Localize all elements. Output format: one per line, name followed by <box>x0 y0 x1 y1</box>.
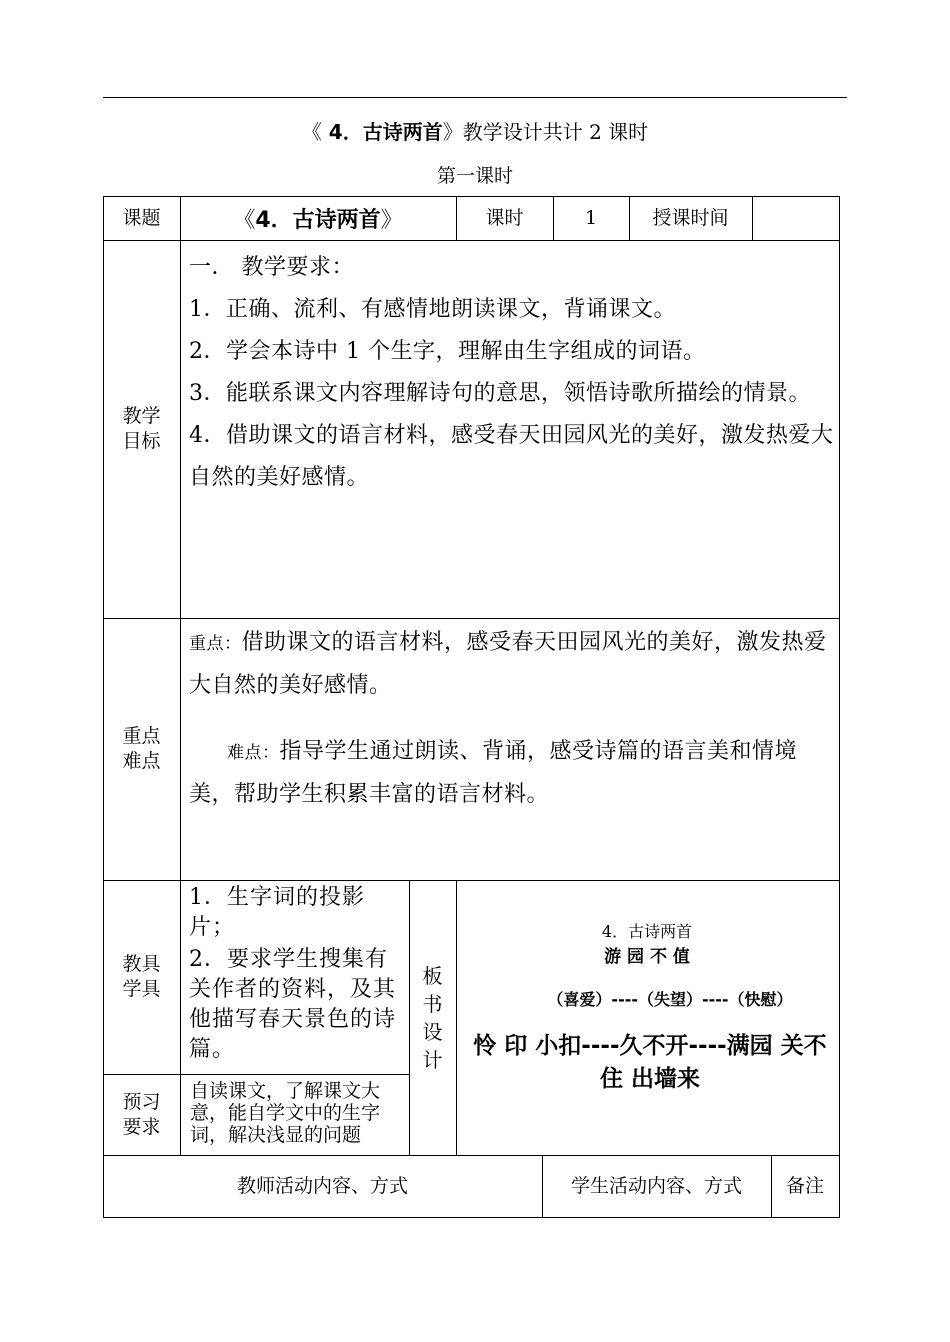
board-keywords: 怜 印 小扣----久不开----满园 关不住 出墙来 <box>473 1033 827 1092</box>
goal-line: 4．借助课文的语言材料，感受春天田园风光的美好，激发热爱大自然的美好感情。 <box>189 423 834 490</box>
goal-line: 3．能联系课文内容理解诗句的意思，领悟诗歌所描绘的情景。 <box>189 381 811 406</box>
board-lesson-title: 4．古诗两首 <box>601 922 693 941</box>
student-activity-header: 学生活动内容、方式 <box>570 1174 742 1197</box>
focus-text: 重点：借助课文的语言材料，感受春天田园风光的美好，激发热爱大自然的美好感情。 <box>189 630 827 698</box>
tool-item: 1．生字词的投影片； <box>189 885 365 940</box>
goals-content <box>189 247 834 499</box>
tools-content <box>189 883 405 1067</box>
hours-label: 课时 <box>485 206 524 229</box>
goal-line: 2．学会本诗中 1 个生字，理解由生字组成的词语。 <box>189 339 706 364</box>
topic-label: 课题 <box>122 206 161 229</box>
tools-label: 教具 学具 <box>122 953 161 1000</box>
top-rule <box>103 97 847 98</box>
difficulty-text: 难点：指导学生通过朗读、背诵，感受诗篇的语言美和情境美，帮助学生积累丰富的语言材料。 <box>189 739 798 807</box>
goals-label: 教学 目标 <box>122 405 161 452</box>
board-emotion-line: （喜爱）----（失望）----（快慰） <box>547 990 793 1009</box>
topic-value: 《 4．古诗两首 》 <box>233 207 403 233</box>
difficulty-label: 难点： <box>227 743 280 763</box>
teacher-activity-header: 教师活动内容、方式 <box>236 1174 408 1197</box>
goal-line: 1．正确、流利、有感情地朗读课文，背诵课文。 <box>189 297 676 322</box>
class-time-value <box>752 196 839 240</box>
goal-line: 一． 教学要求： <box>189 255 354 280</box>
board-design-label: 板 书 设 计 <box>422 963 443 1072</box>
focus-label: 重点： <box>189 634 242 654</box>
remarks-header: 备注 <box>785 1174 824 1197</box>
hours-value: 1 <box>584 206 598 229</box>
preview-label: 预习 要求 <box>122 1090 161 1138</box>
page-title: 《 4．古诗两首》教学设计共计 2 课时 <box>301 120 649 144</box>
key-points-label: 重点 难点 <box>122 725 161 772</box>
class-time-label: 授课时间 <box>652 206 729 229</box>
preview-content: 自读课文，了解课文大意，能自学文中的生字词，解决浅显的问题 <box>190 1080 381 1146</box>
board-poem-title: 游 园 不 值 <box>604 947 690 967</box>
tool-item: 2．要求学生搜集有关作者的资料，及其他描写春天景色的诗篇。 <box>189 947 397 1062</box>
lesson-subtitle: 第一课时 <box>436 165 513 187</box>
